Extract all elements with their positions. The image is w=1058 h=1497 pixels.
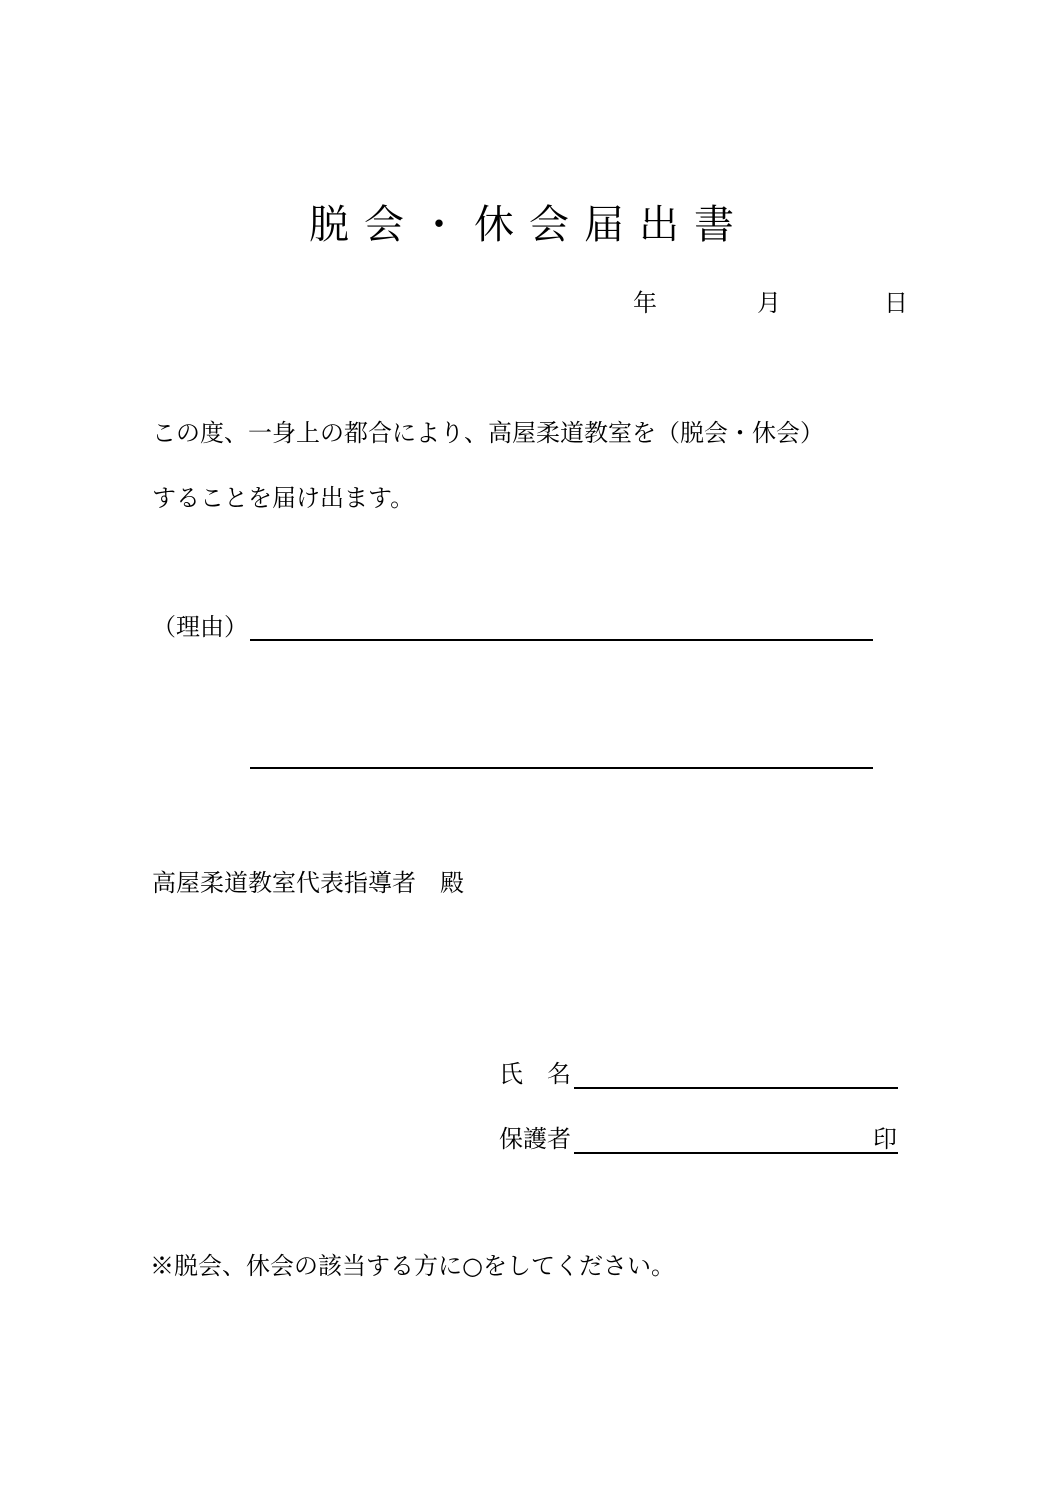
body-text-line-2: することを届け出ます。 <box>152 484 415 512</box>
reason-blank-line-2[interactable] <box>250 767 873 769</box>
seal-mark: 印 <box>873 1125 897 1153</box>
name-blank-line[interactable] <box>574 1087 898 1089</box>
guardian-blank-line[interactable] <box>574 1152 898 1154</box>
reason-label: （理由） <box>152 613 248 641</box>
addressee: 高屋柔道教室代表指導者 殿 <box>152 869 464 897</box>
date-day-label: 日 <box>884 289 908 317</box>
date-year-label: 年 <box>633 289 657 317</box>
guardian-label: 保護者 <box>499 1125 571 1153</box>
date-month-label: 月 <box>757 289 781 317</box>
reason-blank-line-1[interactable] <box>250 639 873 641</box>
name-label: 氏名 <box>499 1060 595 1088</box>
document-title: 脱会・休会届出書 <box>309 202 749 248</box>
instruction-note: ※脱会、休会の該当する方に○をしてください。 <box>150 1252 675 1280</box>
body-text-line-1: この度、一身上の都合により、高屋柔道教室を（脱会・休会） <box>152 419 824 447</box>
